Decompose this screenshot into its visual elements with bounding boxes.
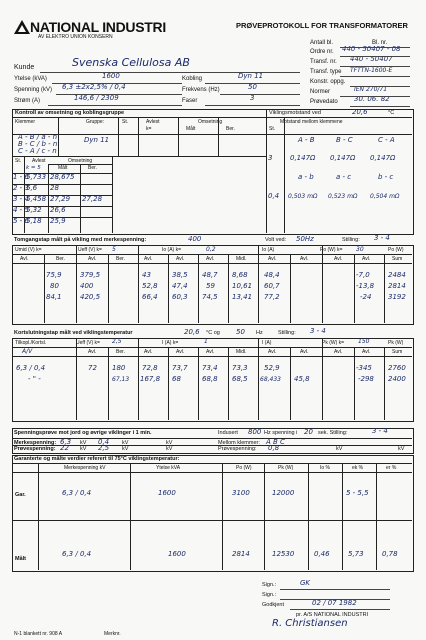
company-name: NATIONAL INDUSTRI <box>30 19 166 35</box>
frekvens-value: 50 <box>248 83 257 91</box>
col-sub: Avl. <box>144 349 153 355</box>
col-sub: Sum <box>392 349 403 355</box>
gar-value: 5 - 5,5 <box>346 489 369 497</box>
transf-nr-label: Transf. nr. <box>310 59 337 65</box>
table-cell: 68,8 <box>202 375 218 383</box>
kort-temp: 20,6 <box>184 328 200 336</box>
table-cell: 5,458 <box>26 195 47 203</box>
sign1-label: Sign.: <box>262 582 277 588</box>
faser-label: Faser <box>182 98 198 104</box>
resist-value: 0,147Ω <box>290 154 316 162</box>
table-cell: -345 <box>356 364 372 372</box>
resist-kv: 3 <box>268 154 273 162</box>
col-sub: Avl. <box>268 349 277 355</box>
table-cell: 68,5 <box>232 375 248 383</box>
merk-value-1: 6,3 <box>60 438 72 446</box>
table-cell: 73,3 <box>232 364 248 372</box>
kort-hz-label: Hz <box>256 330 263 336</box>
gar-value: 3100 <box>232 489 250 497</box>
table-cell: 3192 <box>388 293 406 301</box>
provedato-label: Prøvedato <box>310 99 338 105</box>
klemmer-header: Klemmer <box>15 119 36 125</box>
col-header: Pk (W) k= <box>322 340 345 346</box>
strom-label: Strøm (A) <box>14 98 40 104</box>
table-cell: 77,2 <box>264 293 280 301</box>
ber-header-2: Ber. <box>88 165 97 171</box>
col-header: ek % <box>352 465 364 471</box>
table-cell: 45,8 <box>294 375 310 383</box>
table-cell: 59 <box>206 282 215 290</box>
col-sub: Avl. <box>300 349 309 355</box>
table-cell: 38,5 <box>172 271 188 279</box>
hz-spenning-label: Hz spenning i <box>264 430 298 436</box>
table-cell: 10,61 <box>232 282 253 290</box>
col-header: Ueff (V) k= <box>78 247 102 253</box>
malt-value: 12530 <box>272 550 295 558</box>
table-cell: 74,5 <box>202 293 218 301</box>
resist-pair: a - b <box>298 173 314 181</box>
table-row: 5 - 6 <box>13 217 29 225</box>
faser-value: 3 <box>250 94 255 102</box>
col-header-k: 30 <box>356 246 364 253</box>
provedato-value: 30. 06. 82 <box>354 95 390 103</box>
col-sub: Ber. <box>56 256 65 262</box>
signature: R. Christiansen <box>272 618 348 629</box>
ytelse-label: Ytelse (kVA) <box>14 76 47 82</box>
col-sub: Avl. <box>334 349 343 355</box>
kort-stilling-value: 3 - 4 <box>310 327 326 335</box>
col-header-k: 5 <box>112 246 116 253</box>
kv-unit: kV <box>122 446 129 452</box>
table-row: 84,1 <box>46 293 62 301</box>
table-cell: 5,6 <box>26 184 38 192</box>
col-sub: Avl. <box>20 256 29 262</box>
vikling-label: Viklingsmotstand ved <box>269 110 321 116</box>
resist-value: 0,523 mΩ <box>328 193 358 200</box>
kobling-label: Kobling <box>182 76 203 82</box>
table-row: 75,9 <box>46 271 62 279</box>
kv-unit: kV <box>122 440 129 446</box>
omsetning-header: Omsetning <box>198 119 223 125</box>
table-cell: 52,8 <box>142 282 158 290</box>
table-row: 3 - 4 <box>13 195 29 203</box>
tomgang-spenning: 400 <box>188 235 202 243</box>
prov-value-3: 0,8 <box>268 444 280 452</box>
malt-value: 0,46 <box>314 550 330 558</box>
company-subtitle: AV ELEKTRO UNION KONSERN <box>38 34 113 40</box>
normer-label: Normer <box>310 89 331 95</box>
col-header: Io (A) <box>262 247 275 253</box>
table-cell: 52,9 <box>264 364 280 372</box>
kontroll-title: Kontroll av omsetning og koblingsgruppe <box>15 110 125 116</box>
klemmer-row-1: A - B / a - n <box>18 133 58 141</box>
volt-value: 50Hz <box>296 235 314 243</box>
table-cell: 72 <box>88 364 97 372</box>
table-cell: 27,29 <box>50 195 71 203</box>
kv-unit: kV <box>166 440 173 446</box>
table-cell: 25,9 <box>50 217 66 225</box>
malt-header-2: Målt <box>58 165 68 171</box>
col-header: Umid (V) k= <box>15 247 42 253</box>
table-cell: 400 <box>80 282 94 290</box>
merk-value-2: 0,4 <box>98 438 110 446</box>
ordre-label: Ordre nr. <box>310 49 334 55</box>
prov-label-2: Prøvespenning: <box>218 446 257 452</box>
col-sub: Sum <box>392 256 403 262</box>
motstand-label: Motstand mellom klemmene <box>280 119 343 125</box>
kort-stilling-label: Stilling: <box>278 330 296 336</box>
table-cell: 73,7 <box>172 364 188 372</box>
col-sub: Avl. <box>176 256 185 262</box>
table-cell: 28 <box>50 184 59 192</box>
prov-value-2: 2,5 <box>98 444 110 452</box>
col-sub: Avl. <box>268 256 277 262</box>
mellom-label: Mellom klemmer: <box>218 440 260 446</box>
normer-value: IEN 270/71 <box>354 86 388 93</box>
table-cell: -7,0 <box>356 271 370 279</box>
footer-left: N-1 blankett nr. 908 A <box>14 631 63 637</box>
tomgang-stilling-label: Stilling: <box>342 237 360 243</box>
resist-pair: b - c <box>378 173 394 181</box>
table-cell: 167,8 <box>140 375 161 383</box>
table-row: 6,3 / 0,4 <box>16 364 46 372</box>
footer-right: Merknr. <box>104 631 121 637</box>
col-sub: Avl. <box>300 256 309 262</box>
table-cell: 43 <box>142 271 151 279</box>
sek-value: 20 <box>304 428 313 436</box>
resist-pair: B - C <box>336 136 353 144</box>
col-header: Po (W) k= <box>320 247 343 253</box>
klemmer-row-2: B - C / b - n <box>18 140 58 148</box>
table-cell: 48,7 <box>202 271 218 279</box>
table-cell: 66,4 <box>142 293 158 301</box>
table-cell: 2814 <box>388 282 406 290</box>
ytelse-value: 1600 <box>102 72 120 80</box>
table-row: 4 - 5 <box>13 206 29 214</box>
mellom-value: A B C <box>266 438 285 446</box>
gar-value: 12000 <box>272 489 295 497</box>
col-sub: Avl. <box>334 256 343 262</box>
table-row: - " - <box>28 375 41 383</box>
gar-value: 1600 <box>158 489 176 497</box>
transf-nr-value: 440 - 50407 <box>350 55 393 63</box>
motstand-st: St. <box>269 126 276 132</box>
table-cell: 48,4 <box>264 271 280 279</box>
table-cell: 27,28 <box>82 195 103 203</box>
kv-unit: kV <box>80 446 87 452</box>
resist-value: 0,503 mΩ <box>288 193 318 200</box>
sign2-label: Sign.: <box>262 592 277 598</box>
table-cell: 2760 <box>388 364 406 372</box>
malt-label: Målt <box>15 556 26 562</box>
vikling-unit: °C <box>388 110 395 116</box>
strom-value: 146,6 / 2309 <box>74 94 119 102</box>
kort-hz-value: 50 <box>236 328 245 336</box>
table-cell: 72,8 <box>142 364 158 372</box>
col-header: er % <box>386 465 397 471</box>
malt-value: 5,73 <box>348 550 364 558</box>
col-sub: Avl. <box>88 256 97 262</box>
kv-unit: kV <box>166 446 173 452</box>
col-sub: Avl. <box>176 349 185 355</box>
table-row: 2 - 3 <box>13 184 29 192</box>
col-header: I (A) k= <box>162 340 179 346</box>
gar-value: 6,3 / 0,4 <box>62 489 92 497</box>
garanterte-title: Garanterte og målte verdier referert til 75°C viklingstemperatur: <box>14 456 180 462</box>
table-cell: 5,32 <box>26 206 42 214</box>
klemmer-row-3: C - A / c - n <box>18 147 57 155</box>
kunde-label: Kunde <box>14 64 35 71</box>
malt-header: Målt <box>186 126 196 132</box>
col-sub: Avl. <box>88 349 97 355</box>
st-header-2: St. <box>15 158 22 164</box>
resist-pair: a - c <box>336 173 352 181</box>
table-cell: 60,7 <box>264 282 280 290</box>
st-header: St. <box>122 119 129 125</box>
col-sub: Ber. <box>116 256 125 262</box>
spenning-stilling-value: 3 - 4 <box>372 427 388 435</box>
table-cell: -13,8 <box>356 282 375 290</box>
col-header-k: 2,5 <box>112 338 122 345</box>
table-cell: 60,3 <box>172 293 188 301</box>
col-header: Po (W) <box>236 465 252 471</box>
ordre-value: 440 - 50407 - 08 <box>342 45 401 53</box>
table-cell: 73,4 <box>202 364 218 372</box>
resist-kv: 0,4 <box>268 192 280 200</box>
table-cell: 67,13 <box>112 376 130 383</box>
indusert-label: Indusert <box>218 430 238 436</box>
table-cell: 8,68 <box>232 271 248 279</box>
godkjent-label: Godkjent <box>262 602 285 608</box>
col-sub: Avl. <box>362 256 371 262</box>
avlest-header: Avlest <box>146 119 160 125</box>
k-header: k= <box>146 126 152 132</box>
gruppe-value: Dyn 11 <box>84 136 110 144</box>
prov-label: Prøvespenning: <box>14 446 56 452</box>
kortslutning-title: Kortslutningstap målt ved viklingstemperatur <box>14 330 133 336</box>
table-cell: 28,675 <box>50 173 75 181</box>
table-cell: 2484 <box>388 271 406 279</box>
table-cell: 47,4 <box>172 282 188 290</box>
col-header: Io (A) k= <box>162 247 182 253</box>
col-sub: Midl. <box>236 256 247 262</box>
col-sub: Avl. <box>206 256 215 262</box>
spenning-value: 6,3 ±2x2,5% / 0,4 <box>62 83 126 91</box>
antall-label: Antall bl. <box>310 40 334 46</box>
form-title: PRØVEPROTOKOLL FOR TRANSFORMATORER <box>236 21 408 30</box>
tomgang-stilling-value: 3 - 4 <box>374 234 390 242</box>
volt-label: Volt ved: <box>265 237 287 243</box>
bl-label: Bl. nr. <box>372 40 388 46</box>
pr-label: pr. A/S NATIONAL INDUSTRI <box>296 612 369 618</box>
merk-label: Merkespenning: <box>14 440 57 446</box>
resist-value: 0,504 mΩ <box>370 193 400 200</box>
table-cell: 2400 <box>388 375 406 383</box>
table-cell: 379,5 <box>80 271 101 279</box>
resist-pair: C - A <box>378 136 395 144</box>
col-sub: Ber. <box>116 349 125 355</box>
table-cell: 13,41 <box>232 293 253 301</box>
table-cell: 68 <box>172 375 181 383</box>
resist-value: 0,147Ω <box>370 154 396 162</box>
frekvens-label: Frekvens (Hz) <box>182 87 220 93</box>
col-header: Tilkopl./Kortsl. <box>15 340 47 346</box>
col-header: Ueff (V) k= <box>76 340 100 346</box>
col-header-k: 1 <box>204 338 208 345</box>
gar-label: Gar. <box>15 492 26 498</box>
tomgang-title: Tomgangstap målt på vikling med merkespenning: <box>14 237 147 243</box>
col-header-k: 0,2 <box>206 246 216 253</box>
table-cell: 180 <box>112 364 126 372</box>
col-header: I (A) <box>262 340 272 346</box>
indusert-value: 800 <box>248 428 262 436</box>
gruppe-header: Gruppe: <box>86 119 105 125</box>
col-header: Po (W) <box>388 247 404 253</box>
kort-unit: °C og <box>206 330 220 336</box>
table-row: 80 <box>50 282 59 290</box>
malt-value: 0,78 <box>382 550 398 558</box>
k5-label: k = 5 <box>26 165 41 171</box>
spenningsprove-title: Spenningsprøve mot jord og øvrige viklinger i 1 min. <box>14 430 152 436</box>
col-header: Pk (W) <box>388 340 404 346</box>
col-sub: Avl. <box>206 349 215 355</box>
resist-value: 0,147Ω <box>330 154 356 162</box>
konstr-label: Konstr. oppg. <box>310 79 346 85</box>
table-cell: -24 <box>360 293 372 301</box>
avlest-header-2: Avlest <box>32 158 46 164</box>
vikling-temp: 20,6 <box>352 108 368 116</box>
omsetning-header-2: Omsetning <box>68 158 93 164</box>
transf-type-label: Transf. type <box>310 69 342 75</box>
col-sub: Midl. <box>236 349 247 355</box>
kobling-value: Dyn 11 <box>238 72 264 80</box>
sign1-value: GK <box>300 579 311 587</box>
table-cell: 68,433 <box>260 376 281 383</box>
table-cell: 26,6 <box>50 206 66 214</box>
table-cell: -298 <box>358 375 374 383</box>
godkjent-value: 02 / 07 1982 <box>312 599 357 607</box>
col-header-k: 150 <box>358 338 370 345</box>
spenning-label: Spenning (kV) <box>14 87 53 93</box>
col-sub: Avl. <box>362 349 371 355</box>
col-header: Ytelse kVA <box>156 465 181 471</box>
col-header: Pk (W) <box>278 465 294 471</box>
table-cell: 5,18 <box>26 217 42 225</box>
malt-value: 2814 <box>232 550 250 558</box>
table-cell: 420,5 <box>80 293 101 301</box>
resist-pair: A - B <box>298 136 315 144</box>
malt-value: 6,3 / 0,4 <box>62 550 92 558</box>
table-row: 1 - 6 <box>13 173 29 181</box>
table-cell: 5,733 <box>26 173 47 181</box>
malt-value: 1600 <box>168 550 186 558</box>
kv-unit: kV <box>80 440 87 446</box>
kv-unit: kV <box>398 446 405 452</box>
sek-label: sek. Stilling: <box>318 430 348 436</box>
kunde-value: Svenska Cellulosa AB <box>72 56 190 69</box>
transf-type-value: TFTTN-1600-E <box>350 67 393 74</box>
col-header: Io % <box>320 465 331 471</box>
kv-unit: kV <box>336 446 343 452</box>
prov-value-1: 22 <box>60 444 69 452</box>
ber-header: Ber. <box>226 126 235 132</box>
tilkopl-value: A/V <box>22 348 33 355</box>
col-header: Merkespenning kV <box>64 465 106 471</box>
col-sub: Avl. <box>144 256 153 262</box>
